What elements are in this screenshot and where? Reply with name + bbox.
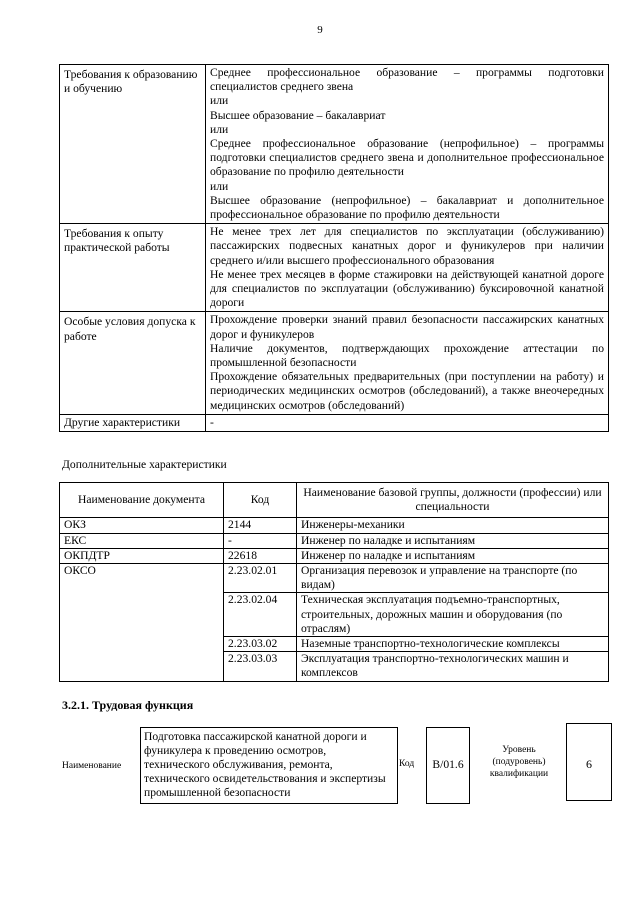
code-cell: 22618 bbox=[224, 548, 297, 563]
value-line: Прохождение проверки знаний правил безопасности пассажирских канатных дорог и фуникулеров bbox=[210, 313, 604, 341]
table-row bbox=[60, 518, 609, 533]
level-box bbox=[566, 723, 612, 801]
value-line: Прохождение обязательных предварительных (при поступлении на работу) и периодических медицинских осмотров (обследований), а также внеочередных медицинских осмотров (обследований) bbox=[210, 370, 604, 412]
row-label: Требования к образованию и обучению bbox=[60, 65, 206, 224]
function-name-box bbox=[140, 727, 398, 804]
table-row bbox=[60, 564, 609, 593]
function-name-value: Подготовка пассажирской канатной дороги и фуникулера к проведению осмотров, технического обслуживания, ремонта, технического освидетельствования и экспертизы промышленной безопасности bbox=[144, 730, 386, 799]
level-label: Уровень (подуровень) квалификации bbox=[489, 745, 549, 779]
code-cell: 2144 bbox=[224, 518, 297, 533]
function-name-label: Наименование bbox=[62, 761, 122, 771]
value-line: Среднее профессиональное образование (непрофильное) – программы подготовки специалистов среднего звена и дополнительное профессиональное образование по профилю деятельности bbox=[210, 137, 604, 179]
code-box bbox=[426, 727, 470, 804]
section-title: 3.2.1. Трудовая функция bbox=[62, 698, 194, 712]
column-header: Наименование базовой группы, должности (профессии) или специальности bbox=[297, 483, 609, 518]
code-cell: 2.23.02.01 bbox=[224, 564, 297, 593]
value-line: Не менее трех месяцев в форме стажировки на действующей канатной дороге для специалистов по эксплуатации (обслуживанию) буксировочной канатной дороги bbox=[210, 267, 604, 310]
code-cell: 2.23.03.03 bbox=[224, 652, 297, 681]
row-label: Требования к опыту практической работы bbox=[60, 224, 206, 312]
table-row bbox=[60, 65, 609, 224]
doc-cell: ОКПДТР bbox=[60, 548, 224, 563]
value-line: или bbox=[210, 94, 229, 108]
table-row bbox=[60, 548, 609, 563]
row-label: Особые условия допуска к работе bbox=[60, 312, 206, 414]
name-cell: Техническая эксплуатация подъемно-транспортных, строительных, дорожных машин и оборудования (по отраслям) bbox=[297, 593, 609, 637]
row-value bbox=[206, 65, 609, 224]
row-value bbox=[206, 312, 609, 414]
doc-cell: ЕКС bbox=[60, 533, 224, 548]
doc-cell: ОКЗ bbox=[60, 518, 224, 533]
requirements-table bbox=[59, 64, 609, 432]
row-value bbox=[206, 224, 609, 312]
name-cell: Инженер по наладке и испытаниям bbox=[297, 533, 609, 548]
table-header-row bbox=[60, 483, 609, 518]
column-header: Наименование документа bbox=[60, 483, 224, 518]
code-cell: - bbox=[224, 533, 297, 548]
value-line: - bbox=[210, 415, 214, 429]
name-cell: Инженер по наладке и испытаниям bbox=[297, 548, 609, 563]
value-line: Высшее образование – бакалавриат bbox=[210, 108, 386, 122]
row-label: Другие характеристики bbox=[60, 414, 206, 431]
table-row bbox=[60, 533, 609, 548]
column-header: Код bbox=[224, 483, 297, 518]
name-cell: Организация перевозок и управление на транспорте (по видам) bbox=[297, 564, 609, 593]
name-cell: Наземные транспортно-технологические комплексы bbox=[297, 637, 609, 652]
code-label: Код bbox=[399, 759, 415, 769]
code-cell: 2.23.03.02 bbox=[224, 637, 297, 652]
level-value: 6 bbox=[586, 757, 592, 771]
value-line: или bbox=[210, 179, 229, 193]
table-row bbox=[60, 312, 609, 414]
code-value: B/01.6 bbox=[432, 758, 464, 771]
row-value bbox=[206, 414, 609, 431]
page-number: 9 bbox=[317, 24, 323, 36]
doc-cell: ОКСО bbox=[60, 564, 224, 682]
additional-title: Дополнительные характеристики bbox=[62, 458, 227, 471]
value-line: Высшее образование (непрофильное) – бакалавриат и дополнительное профессиональное образование по профилю деятельности bbox=[210, 193, 604, 222]
table-row bbox=[60, 414, 609, 431]
name-cell: Инженеры-механики bbox=[297, 518, 609, 533]
additional-table bbox=[59, 482, 609, 682]
value-line: Наличие документов, подтверждающих прохождение аттестации по промышленной безопасности bbox=[210, 341, 604, 370]
name-cell: Эксплуатация транспортно-технологических машин и комплексов bbox=[297, 652, 609, 681]
code-cell: 2.23.02.04 bbox=[224, 593, 297, 637]
value-line: Не менее трех лет для специалистов по эксплуатации (обслуживанию) пассажирских подвесных канатных дорог и фуникулеров при наличии среднего и/или высшего профессионального образования bbox=[210, 225, 604, 267]
value-line: Среднее профессиональное образование – программы подготовки специалистов среднего звена bbox=[210, 66, 604, 94]
value-line: или bbox=[210, 122, 229, 136]
table-row bbox=[60, 224, 609, 312]
